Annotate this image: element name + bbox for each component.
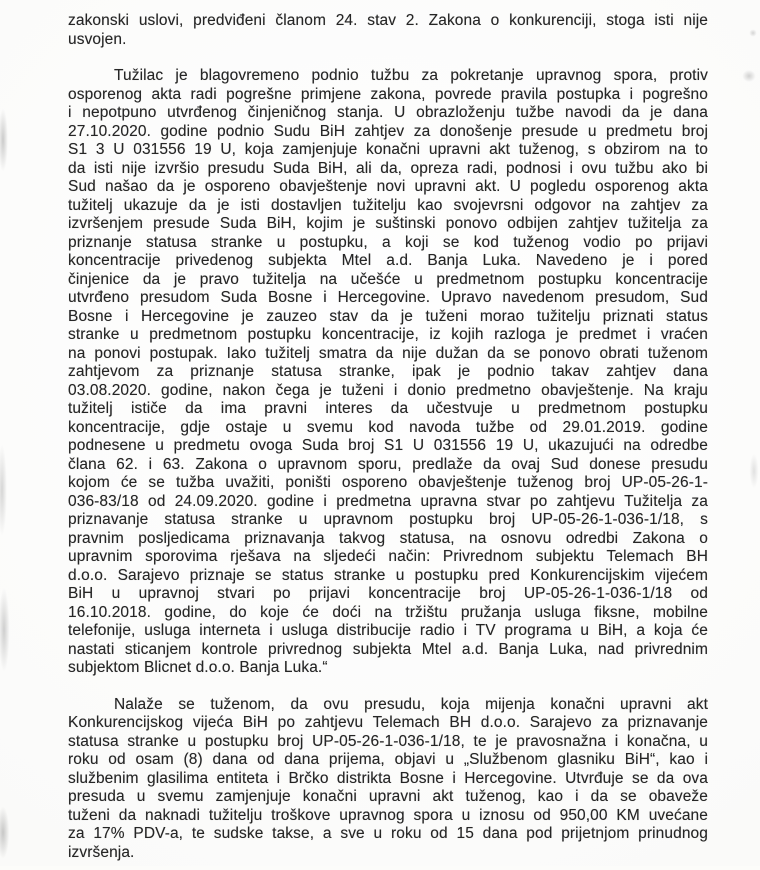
text-line: koncentracije privedenog subjekta Mtel a.d. Banja Luka. Navedeno je i pored	[68, 252, 708, 269]
text-line: za 17% PDV-a, te sudske takse, a sve u roku od 15 dana pod prijetnjom prinudnog	[68, 825, 708, 842]
text-line: nastati sticanjem kontrole privrednog subjekta Mtel a.d. Banja Luka, nad privrednim	[68, 640, 708, 658]
text-line: činjenice da je pravo tužitelja na učešće u predmetnom postupku koncentracije	[68, 270, 708, 288]
text-line: utvrđeno presudom Suda Bosne i Hercegovine. Upravo navedenom presudom, Sud	[68, 289, 708, 306]
text-line: tužitelj ukazuje da je isti dostavljen tužitelju kao svojevrsni odgovor na zahtjev za	[68, 196, 708, 214]
text-line: tuženi da naknadi tužitelju troškove upravnog spora u iznosu od 950,00 KM uvećane	[68, 806, 708, 824]
scan-dot-right-corner	[748, 28, 758, 38]
text-line: BiH u upravnoj stvari po prijavi koncentracije broj UP-05-26-1-036-1/18 od	[68, 585, 708, 602]
scan-smudge-left-top	[0, 95, 10, 185]
text-line: pravnim posljedicama priznavanja takvog statusa, na osnovu odredbi Zakona o	[68, 529, 708, 547]
text-line: subjektom Blicnet d.o.o. Banja Luka.“	[68, 659, 328, 676]
text-line: zahtjevom za priznanje statusa stranke, ipak je podnio takav zahtjev dana	[68, 363, 708, 380]
text-line: 03.08.2020. godine, nakon čega je tuženi i donio predmetno obavještenje. Na kraju	[68, 381, 708, 399]
text-line: zakonski uslovi, predviđeni članom 24. stav 2. Zakona o konkurenciji, stoga isti nije	[68, 12, 708, 29]
text-line: upravnim sporovima rješava na sljedeći način: Privrednom subjektu Telemach BH	[68, 548, 708, 565]
text-line: da isti nije izvršio presudu Suda BiH, ali da, opreza radi, podnosi i ovu tužbu ako bi	[68, 159, 708, 177]
text-line: usvojen.	[68, 30, 127, 48]
text-line: roku od osam (8) dana od dana prijema, objavi u „Službenom glasniku BiH“, kao i	[68, 751, 708, 768]
text-line: službenim glasilima entiteta i Brčko distrikta Bosne i Hercegovine. Utvrđuje se da ova	[68, 769, 708, 787]
text-line: Tužilac je blagovremeno podnio tužbu za pokretanje upravnog spora, protiv	[114, 67, 708, 84]
text-line: 036-83/18 od 24.09.2020. godine i predmetna upravna stvar po zahtjevu Tužitelja za	[68, 492, 708, 510]
paragraph	[68, 12, 708, 49]
scan-smudge-left-lower	[0, 570, 12, 690]
text-line: Nalaže se tuženom, da ovu presudu, koja mijenja konačni upravni akt	[114, 695, 708, 713]
text-line: S1 3 U 031556 19 U, koja zamjenjuje konačni upravni akt tuženog, s obzirom na to	[68, 141, 708, 158]
text-line: priznanje statusa stranke u postupku, a koji se kod tuženog vodio po prijavi	[68, 233, 708, 251]
text-line: izvršenja.	[68, 843, 135, 861]
text-line: osporenog akta radi pogrešne primjene zakona, povrede pravila postupka i pogrešno	[68, 85, 708, 103]
text-line: 16.10.2018. godine, do koje će doći na tržištu pružanja usluga fiksne, mobilne	[68, 603, 708, 621]
text-line: stranke u predmetnom postupku koncentracije, iz kojih razloga je predmet i vraćen	[68, 326, 708, 343]
text-line: 27.10.2020. godine podnio Sudu BiH zahtjev za donošenje presude u predmetu broj	[68, 122, 708, 140]
text-line: priznavanje statusa stranke u upravnom postupku broj UP-05-26-1-036-1/18, s	[68, 511, 708, 528]
text-line: presuda u svemu zamjenjuje konačni upravni akt tuženog, kao i da se obaveže	[68, 788, 708, 805]
scan-smudge-left-middle	[0, 425, 9, 555]
scan-smudge-right-middle	[748, 448, 760, 494]
text-line: i nepotpuno utvrđenog činjeničnog stanja. U obrazloženju tužbe navodi da je dana	[68, 104, 708, 121]
text-line: Bosne i Hercegovine je zauzeo stav da je tuženi morao tužitelju priznati status	[68, 307, 708, 325]
scan-smudge-left-bottom	[0, 795, 12, 870]
text-line: tužitelj ističe da ima pravni interes da učestvuje u predmetnom postupku	[68, 400, 708, 417]
paragraph	[68, 696, 708, 863]
text-line: podnesene u predmetu ovoga Suda broj S1 U 031556 19 U, ukazujući na odredbe	[68, 437, 708, 454]
text-line: člana 62. i 63. Zakona o upravnom sporu, predlaže da ovaj Sud donese presudu	[68, 455, 708, 473]
text-line: izvršenjem presude Suda BiH, kojim je suštinski ponovo odbijen zahtjev tužitelja za	[68, 215, 708, 232]
text-line: statusa stranke u postupku broj UP-05-26-1-036-1/18, te je pravosnažna i konačna, u	[68, 732, 708, 750]
scan-smudge-right-top	[740, 68, 758, 84]
text-line: Sud našao da je osporeno obavještenje novi upravni akt. U pogledu osporenog akta	[68, 178, 708, 195]
text-line: telefonije, usluga interneta i usluga distribucije radio i TV programa u BiH, a koja će	[68, 622, 708, 639]
document-text-block	[68, 12, 708, 862]
text-line: koncentracije, gdje ostaje u svemu kod navoda tužbe od 29.01.2019. godine	[68, 418, 708, 436]
text-line: Konkurencijskog vijeća BiH po zahtjevu Telemach BH d.o.o. Sarajevo za priznavanje	[68, 714, 708, 731]
text-line: na ponovi postupak. Iako tužitelj smatra da nije dužan da se ponovo obrati tuženom	[68, 344, 708, 362]
paragraph	[68, 67, 708, 678]
text-line: kojom će se tužba uvažiti, poništi osporeno obavještenje tuženog broj UP-05-26-1-	[68, 474, 708, 491]
text-line: d.o.o. Sarajevo priznaje se status stranke u postupku pred Konkurencijskim vijećem	[68, 566, 708, 584]
